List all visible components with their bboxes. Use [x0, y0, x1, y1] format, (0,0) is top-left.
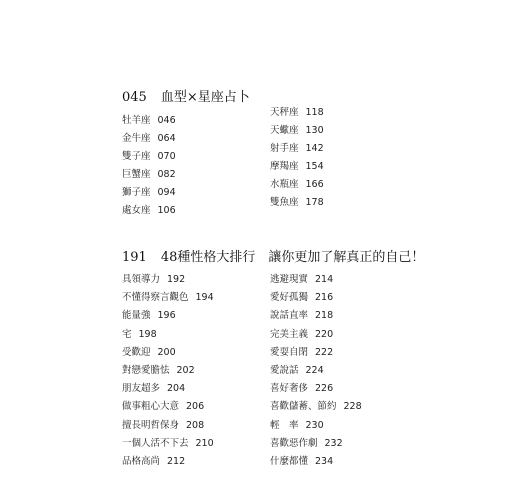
- entry-page: 130: [305, 125, 324, 136]
- entry-label: 處女座: [122, 205, 151, 216]
- list-item: [122, 453, 214, 471]
- entry-label: 巨蟹座: [122, 169, 151, 180]
- list-item: [270, 344, 362, 362]
- entry-label: 說話直率: [270, 310, 309, 322]
- list-item: [122, 184, 176, 202]
- entry-page: 166: [305, 179, 324, 190]
- entry-page: 200: [157, 346, 176, 358]
- entry-page: 070: [157, 151, 176, 162]
- entry-label: 愛好孤獨: [270, 292, 309, 304]
- list-item: [270, 158, 324, 176]
- entry-label: 宅: [122, 328, 132, 340]
- entry-page: 204: [167, 383, 186, 395]
- list-item: [270, 453, 362, 471]
- entry-label: 什麼都懂: [270, 455, 309, 467]
- entry-page: 218: [315, 310, 334, 322]
- personality-list-right: [270, 271, 362, 471]
- list-item: [270, 398, 362, 416]
- entry-label: 雙子座: [122, 151, 151, 162]
- entry-page: 192: [167, 274, 186, 285]
- entry-page: 230: [305, 419, 324, 431]
- list-item: [122, 362, 214, 380]
- list-item: [122, 202, 176, 220]
- list-item: [270, 104, 324, 122]
- entry-label: 天蠍座: [270, 125, 299, 136]
- entry-page: 064: [157, 133, 176, 144]
- entry-page: 222: [315, 346, 334, 358]
- entry-label: 品格高尚: [122, 455, 161, 467]
- list-item: [270, 194, 324, 212]
- entry-page: 226: [315, 383, 334, 395]
- entry-label: 一個人活不下去: [122, 437, 189, 449]
- entry-label: 愛說話: [270, 364, 299, 376]
- entry-label: 逃避現實: [270, 274, 309, 285]
- zodiac-list-left: [122, 112, 176, 220]
- entry-label: 對戀愛膽怯: [122, 364, 170, 376]
- entry-page: 220: [315, 328, 334, 340]
- entry-page: 178: [305, 197, 324, 208]
- entry-page: 142: [305, 143, 324, 154]
- entry-page: 224: [305, 364, 324, 376]
- entry-label: 能量強: [122, 310, 151, 322]
- section-page-number: 045: [122, 90, 147, 105]
- entry-page: 194: [195, 292, 214, 304]
- list-item: [122, 112, 176, 130]
- entry-page: 118: [305, 107, 324, 118]
- entry-label: 完美主義: [270, 328, 309, 340]
- list-item: [122, 380, 214, 398]
- entry-page: 094: [157, 187, 176, 198]
- entry-page: 106: [157, 205, 176, 216]
- list-item: [122, 307, 214, 325]
- list-item: [122, 289, 214, 307]
- entry-page: 196: [157, 310, 176, 322]
- entry-page: 154: [305, 161, 324, 172]
- list-item: [270, 122, 324, 140]
- list-item: [270, 307, 362, 325]
- entry-label: 朋友超多: [122, 383, 161, 395]
- list-item: [122, 344, 214, 362]
- entry-page: 228: [343, 401, 362, 413]
- list-item: [122, 398, 214, 416]
- list-item: [270, 380, 362, 398]
- entry-label: 具領導力: [122, 274, 161, 285]
- entry-page: 082: [157, 169, 176, 180]
- entry-label: 擅長明哲保身: [122, 419, 180, 431]
- entry-page: 198: [138, 328, 157, 340]
- entry-label: 金牛座: [122, 133, 151, 144]
- list-item: [270, 176, 324, 194]
- entry-page: 234: [315, 455, 334, 467]
- section-heading-personality-ranking: [122, 246, 424, 265]
- list-item: [122, 326, 214, 344]
- entry-page: 216: [315, 292, 334, 304]
- list-item: [122, 130, 176, 148]
- entry-label: 愛耍自閉: [270, 346, 309, 358]
- entry-label: 水瓶座: [270, 179, 299, 190]
- entry-page: 208: [186, 419, 205, 431]
- entry-label: 摩羯座: [270, 161, 299, 172]
- entry-label: 做事粗心大意: [122, 401, 180, 413]
- list-item: [122, 417, 214, 435]
- entry-page: 206: [186, 401, 205, 413]
- entry-label: 射手座: [270, 143, 299, 154]
- list-item: [270, 417, 362, 435]
- entry-label: 受歡迎: [122, 346, 151, 358]
- section-title: 48種性格大排行 讓你更加了解真正的自己！: [160, 250, 425, 265]
- list-item: [270, 271, 362, 289]
- entry-label: 牡羊座: [122, 115, 151, 126]
- list-item: [122, 435, 214, 453]
- entry-page: 212: [167, 455, 186, 467]
- list-item: [270, 435, 362, 453]
- zodiac-list-right: [270, 104, 324, 212]
- section-title: 血型×星座占卜: [160, 90, 250, 105]
- list-item: [270, 362, 362, 380]
- entry-label: 喜歡儲蓄、節約: [270, 401, 337, 413]
- entry-label: 喜好奢侈: [270, 383, 309, 395]
- entry-label: 獅子座: [122, 187, 151, 198]
- entry-label: 喜歡惡作劇: [270, 437, 318, 449]
- list-item: [122, 148, 176, 166]
- personality-list-left: [122, 271, 214, 471]
- section-heading-bloodtype-zodiac: [122, 86, 250, 105]
- list-item: [270, 326, 362, 344]
- entry-page: 202: [176, 364, 195, 376]
- list-item: [270, 289, 362, 307]
- section-page-number: 191: [122, 250, 147, 265]
- entry-label: 不懂得察言觀色: [122, 292, 189, 304]
- entry-page: 046: [157, 115, 176, 126]
- entry-label: 天秤座: [270, 107, 299, 118]
- list-item: [122, 271, 214, 289]
- entry-page: 214: [315, 274, 334, 285]
- list-item: [122, 166, 176, 184]
- entry-label: 雙魚座: [270, 197, 299, 208]
- entry-page: 232: [324, 437, 343, 449]
- entry-label: 輕 率: [270, 419, 299, 431]
- entry-page: 210: [195, 437, 214, 449]
- list-item: [270, 140, 324, 158]
